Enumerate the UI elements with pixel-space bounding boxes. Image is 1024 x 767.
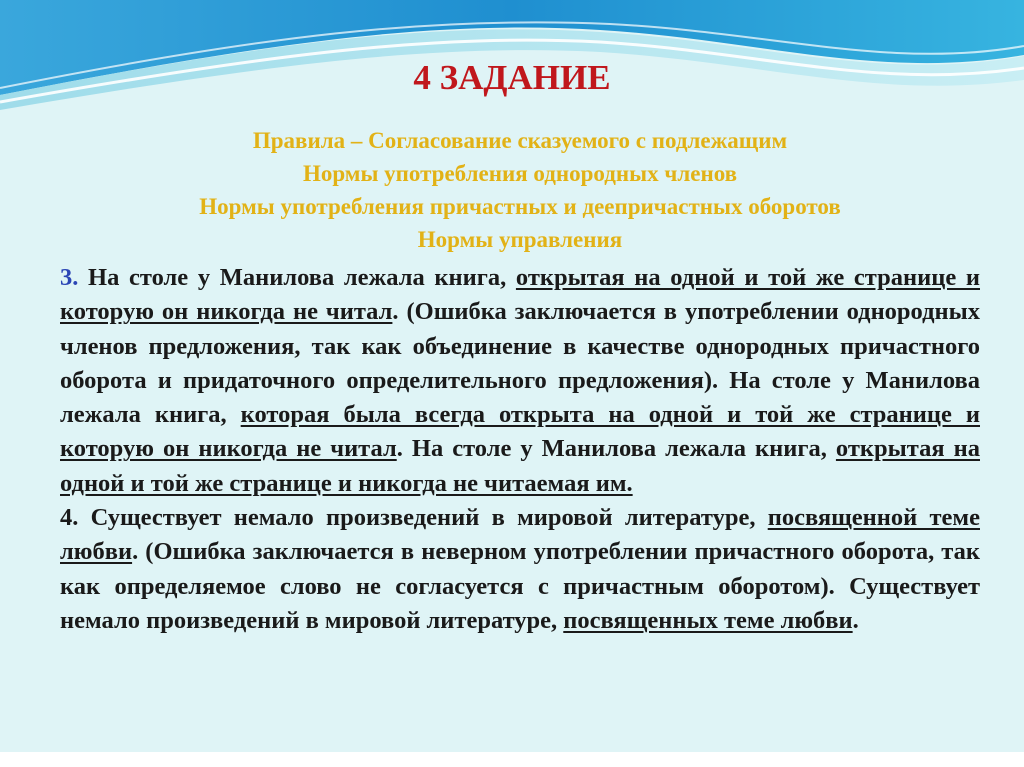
rule-line: Правила – Согласование сказуемого с подлежащим: [252, 128, 788, 153]
item-4-underlined-error: посвященной теме любви: [60, 504, 980, 566]
item-3-underlined-fix-2: открытая на одной и той же странице и никогда не читаемая им.: [60, 435, 980, 497]
item-3-underlined-fix-1: которая была всегда открыта на одной и той же странице и которую он никогда не читал: [60, 401, 980, 463]
slide-title: 4 ЗАДАНИЕ: [413, 58, 611, 97]
item-4-number: 4.: [60, 504, 79, 532]
item-3-underlined-error: открытая на одной и той же странице и которую он никогда не читал: [60, 264, 980, 326]
task-body: [60, 261, 980, 638]
rule-line: Нормы употребления причастных и деепричастных оборотов: [199, 194, 841, 219]
item-3-text-2: . На столе у Манилова лежала книга,: [396, 435, 836, 463]
rule-line: Нормы употребления однородных членов: [302, 161, 738, 186]
rules-list: [60, 124, 980, 256]
bottom-strip: [0, 752, 1024, 767]
item-4-paragraph: [60, 501, 980, 638]
item-3-explanation: . (Ошибка заключается в употреблении однородных членов предложения, так как объединение в качестве однородных причастного оборота и придаточного определительного предложения). На столе у Манилова лежала книга,: [60, 298, 980, 429]
item-3-text: На столе у Манилова лежала книга,: [78, 264, 516, 291]
item-4-text: Существует немало произведений в мировой литературе,: [78, 504, 768, 532]
rule-line: Нормы управления: [417, 227, 623, 252]
item-4-underlined-fix: посвященных теме любви: [563, 606, 853, 634]
item-4-explanation: . (Ошибка заключается в неверном употреблении причастного оборота, так как определяемое слово не согласуется с причастным оборотом). Существует немало произведений в мировой литературе,: [60, 538, 980, 634]
item-3-paragraph: [60, 261, 980, 501]
item-3-number: 3.: [60, 264, 79, 291]
item-4-end: .: [852, 606, 859, 634]
